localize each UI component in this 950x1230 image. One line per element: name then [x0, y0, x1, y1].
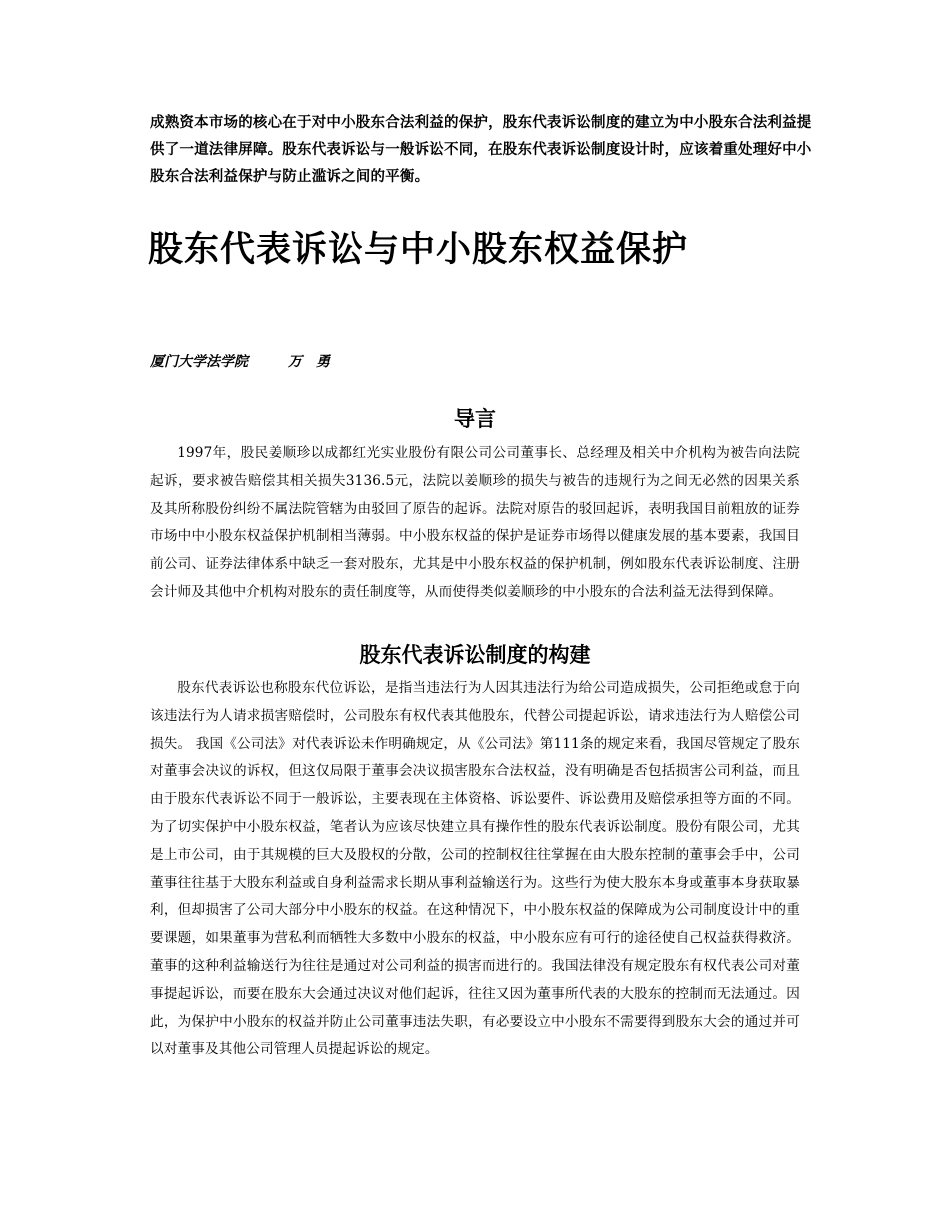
author-line: [150, 350, 344, 374]
section-heading-introduction: 导言: [454, 407, 496, 431]
page-title: 股东代表诉讼与中小股东权益保护: [148, 230, 689, 270]
section-body-system-construction: 股东代表诉讼也称股东代位诉讼，是指当违法行为人因其违法行为给公司造成损失，公司拒绝或怠于向该违法行为人请求损害赔偿时，公司股东有权代表其他股东，代替公司提起诉讼，请求违法行为人赔偿公司损失。 我国《公司法》对代表诉讼未作明确规定，从《公司法》第111条的规定来看，我国尽管规定了股东对董事会决议的诉权，但这仅局限于董事会决议损害股东合法权益，没有明确是否包括损害公司利益，而且由于股东代表诉讼不同于一般诉讼，主要表现在主体资格、诉讼要件、诉讼费用及赔偿承担等方面的不同。为了切实保护中小股东权益，笔者认为应该尽快建立具有操作性的股东代表诉讼制度。股份有限公司，尤其是上市公司，由于其规模的巨大及股权的分散，公司的控制权往往掌握在由大股东控制的董事会手中，公司董事往往基于大股东利益或自身利益需求长期从事利益输送行为。这些行为使大股东本身或董事本身获取暴利，但却损害了公司大部分中小股东的权益。在这种情况下，中小股东权益的保障成为公司制度设计中的重要课题，如果董事为营私利而牺牲大多数中小股东的权益，中小股东应有可行的途径使自己权益获得救济。董事的这种利益输送行为往往是通过对公司利益的损害而进行的。我国法律没有规定股东有权代表公司对董事提起诉讼，而要在股东大会通过决议对他们起诉，往往又因为董事所代表的大股东的控制而无法通过。因此，为保护中小股东的权益并防止公司董事违法失职，有必要设立中小股东不需要得到股东大会的通过并可以对董事及其他公司管理人员提起诉讼的规定。: [150, 680, 800, 1058]
section-heading-system-construction: 股东代表诉讼制度的构建: [359, 643, 591, 667]
section-body-introduction: 1997年，股民姜顺珍以成都红光实业股份有限公司公司董事长、总经理及相关中介机构为被告向法院起诉，要求被告赔偿其相关损失3136.5元，法院以姜顺珍的损失与被告的违规行为之间无必然的因果关系及其所称股份纠纷不属法院管辖为由驳回了原告的起诉。法院对原告的驳回起诉，表明我国目前粗放的证券市场中中小股东权益保护机制相当薄弱。中小股东权益的保护是证券市场得以健康发展的基本要素，我国目前公司、证券法律体系中缺乏一套对股东，尤其是中小股东权益的保护机制，例如股东代表诉讼制度、注册会计师及其他中介机构对股东的责任制度等，从而使得类似姜顺珍的中小股东的合法利益无法得到保障。: [150, 445, 800, 600]
author-name: 万勇: [288, 354, 344, 370]
abstract: 成熟资本市场的核心在于对中小股东合法利益的保护，股东代表诉讼制度的建立为中小股东合法利益提供了一道法律屏障。股东代表诉讼与一般诉讼不同，在股东代表诉讼制度设计时，应该着重处理好中小股东合法利益保护与防止滥诉之间的平衡。: [150, 115, 812, 185]
author-affiliation: 厦门大学法学院: [150, 354, 248, 370]
